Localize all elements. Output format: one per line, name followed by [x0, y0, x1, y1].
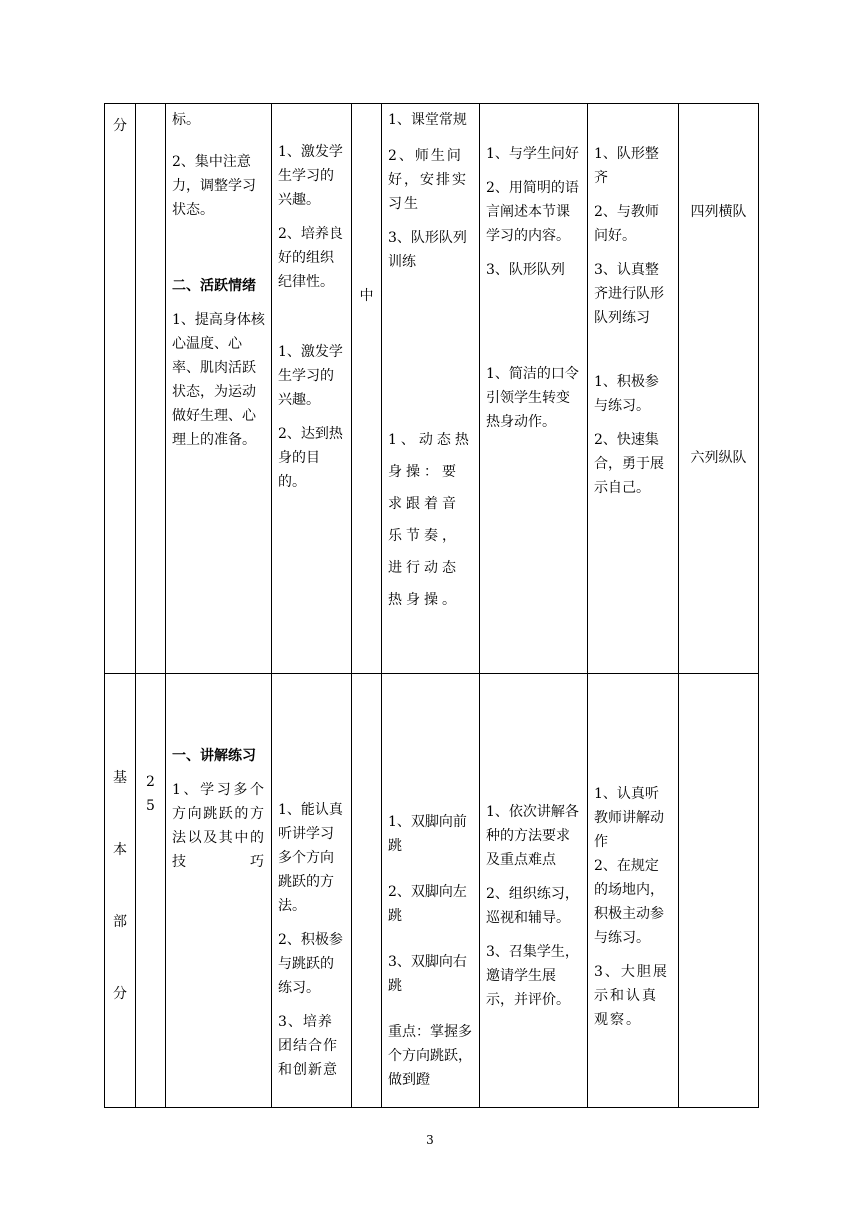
- aim-text: 2、积极参与跳跃的练习。: [278, 932, 343, 996]
- content-cell: [382, 104, 480, 674]
- student-text: 2、在规定的场地内，积极主动参与练习。: [594, 858, 664, 946]
- aim-text: 2、达到热身的目的。: [278, 426, 343, 490]
- aim-text: 1、激发学生学习的兴趣。: [278, 144, 343, 208]
- teacher-cell: [480, 104, 588, 674]
- teacher-text: 2、用简明的语言阐述本节课学习的内容。: [486, 180, 579, 244]
- time-cell: [136, 104, 166, 674]
- lesson-plan-table: [104, 103, 759, 1108]
- aim-text: 3、培养团结合作和创新意: [278, 1014, 338, 1078]
- aims-cell: [272, 674, 352, 1108]
- goal-text: 标。: [172, 112, 200, 128]
- goals-cell: [166, 104, 272, 674]
- content-text: 1、课堂常规: [388, 112, 467, 128]
- student-text: 1、认真听教师讲解动作: [594, 786, 664, 850]
- aims-cell: [272, 104, 352, 674]
- content-text: 1、双脚向前跳: [388, 814, 467, 854]
- page-number: 3: [426, 1133, 434, 1147]
- content-text: 3、双脚向右跳: [388, 954, 467, 994]
- goal-heading: 一、讲解练习: [172, 748, 256, 764]
- content-text: 2、双脚向左跳: [388, 884, 467, 924]
- goals-cell: [166, 674, 272, 1108]
- section-cell: [105, 104, 136, 674]
- content-text: 1、动态热身操：要求跟着音乐节奏，进行动态热身操。: [388, 432, 473, 608]
- aim-text: 2、培养良好的组织纪律性。: [278, 226, 343, 290]
- aim-text: 1、能认真听讲学习多个方向跳跃的方法。: [278, 802, 343, 914]
- teacher-text: 1、与学生问好: [486, 146, 579, 162]
- section-char: 分: [113, 986, 127, 1002]
- goal-text: 1、提高身体核心温度、心率、肌肉活跃状态，为运动做好生理、心理上的准备。: [172, 312, 265, 448]
- intensity-cell: [352, 104, 382, 674]
- student-cell: [588, 104, 679, 674]
- content-text: 2、师生问好，安排实习生: [388, 148, 468, 212]
- student-text: 3、大胆展示和认真观察。: [594, 964, 669, 1028]
- intensity-cell: [352, 674, 382, 1108]
- organization-cell: [679, 674, 759, 1108]
- intensity-value: [352, 674, 381, 678]
- section-char: 基: [113, 770, 127, 786]
- student-text: 2、快速集合，勇于展示自己。: [594, 432, 664, 496]
- table-row: [105, 674, 759, 1108]
- student-text: 3、认真整齐进行队形队列练习: [594, 262, 664, 326]
- organization-cell: [679, 104, 759, 674]
- goal-text: 1、学习多个方向跳跃的方法以及其中的技巧: [172, 782, 265, 870]
- section-cell: [105, 674, 136, 1108]
- teacher-text: 2、组织练习，巡视和辅导。: [486, 886, 579, 926]
- organization-text: 四列横队: [690, 204, 747, 220]
- organization-text: 六列纵队: [690, 450, 747, 466]
- section-char: 部: [113, 914, 127, 930]
- student-text: 1、队形整齐: [594, 146, 659, 186]
- goal-heading: 二、活跃情绪: [172, 278, 256, 294]
- aim-text: 1、激发学生学习的兴趣。: [278, 344, 343, 408]
- organization-text: [679, 674, 758, 678]
- time-digit: 2: [146, 774, 155, 790]
- content-cell: [382, 674, 480, 1108]
- intensity-value: 中: [359, 288, 374, 304]
- content-text: 重点：掌握多个方向跳跃，做到蹬: [388, 1024, 472, 1088]
- content-text: 3、队形队列训练: [388, 230, 467, 270]
- section-char: 本: [113, 842, 127, 858]
- teacher-text: 3、召集学生，邀请学生展示，并评价。: [486, 944, 579, 1008]
- time-digit: 5: [146, 798, 155, 814]
- goal-text: 2、集中注意力，调整学习状态。: [172, 154, 256, 218]
- student-cell: [588, 674, 679, 1108]
- time-value: [136, 104, 165, 108]
- teacher-text: 1、依次讲解各种的方法要求及重点难点: [486, 804, 579, 868]
- teacher-cell: [480, 674, 588, 1108]
- teacher-text: 1、简洁的口令引领学生转变热身动作。: [486, 366, 579, 430]
- table-row: [105, 104, 759, 674]
- teacher-text: 3、队形队列: [486, 262, 565, 278]
- student-text: 2、与教师问好。: [594, 204, 659, 244]
- section-label: 分: [113, 118, 127, 134]
- student-text: 1、积极参与练习。: [594, 374, 659, 414]
- time-cell: [136, 674, 166, 1108]
